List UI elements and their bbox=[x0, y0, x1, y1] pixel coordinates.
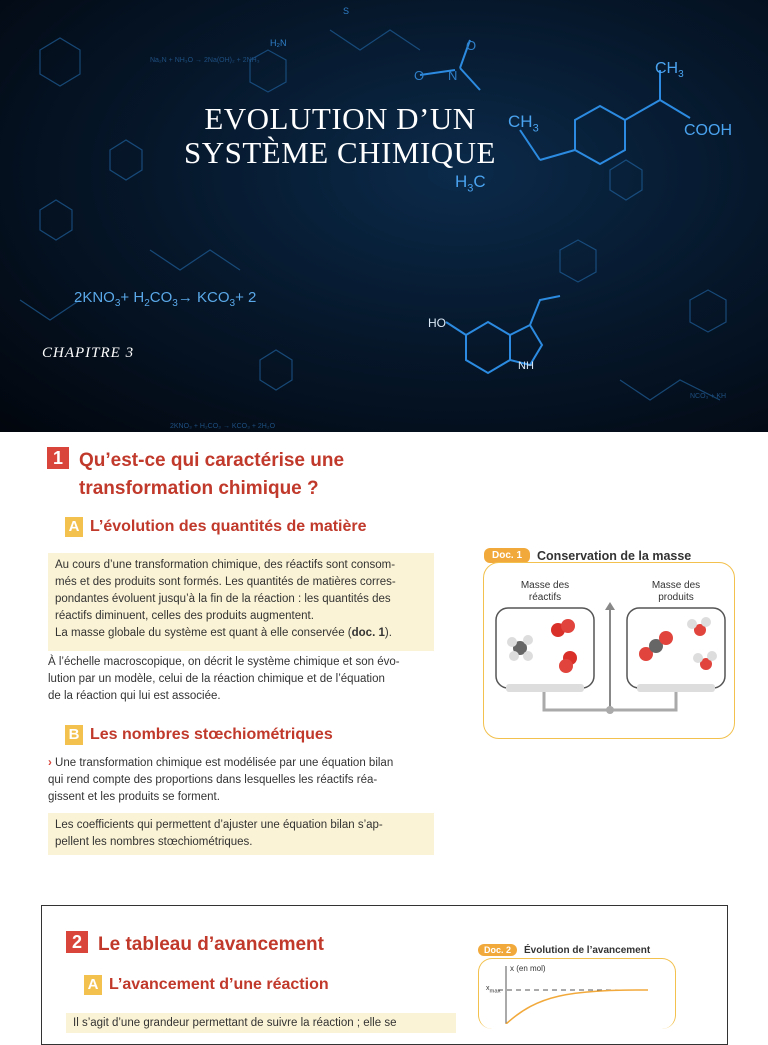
subsection-2a-title: L’avancement d’une réaction bbox=[109, 976, 329, 993]
svg-text:NCO₃ + KH: NCO₃ + KH bbox=[690, 393, 727, 400]
eq-sub: 3 bbox=[172, 298, 178, 309]
svg-text:Na₂N + NH₃O → 2Na(OH)₂ + 2NH₃: Na₂N + NH₃O → 2Na(OH)₂ + 2NH₃ bbox=[150, 57, 260, 64]
right-pan-base bbox=[637, 684, 715, 692]
left-pan-base bbox=[506, 684, 584, 692]
left-label-line: Masse des bbox=[520, 580, 570, 591]
svg-text:H₂N: H₂N bbox=[270, 38, 287, 48]
graph-y-label: x (en mol) bbox=[510, 964, 546, 973]
left-label-line: réactifs bbox=[528, 592, 562, 603]
bullet-arrow-icon: › bbox=[48, 757, 52, 769]
section-1-heading bbox=[47, 447, 344, 503]
svg-text:O: O bbox=[414, 68, 425, 83]
subsection-2a-letter: A bbox=[84, 975, 102, 995]
xmax-text: x bbox=[486, 985, 490, 992]
section-2-number: 2 bbox=[66, 931, 88, 953]
chapter-banner bbox=[0, 0, 768, 432]
xmax-sub: max bbox=[489, 988, 501, 995]
doc1-reference: doc. 1 bbox=[351, 627, 385, 639]
subsection-1b-letter: B bbox=[65, 725, 83, 745]
eq-part: CO bbox=[149, 289, 173, 306]
box-line: pellent les nombres stœchiométriques. bbox=[55, 836, 253, 848]
svg-text:S: S bbox=[343, 6, 350, 16]
para-line: de la réaction qui lui est associée. bbox=[48, 690, 221, 702]
doc1-tag: Doc. 1 bbox=[484, 548, 530, 563]
graph-xmax-label bbox=[486, 985, 501, 994]
scale-axis-arrow-icon bbox=[605, 602, 615, 610]
paragraph-equation-bilan bbox=[48, 755, 440, 806]
section-1-title-line-1: Qu’est-ce qui caractérise une bbox=[79, 450, 345, 471]
eq-sub: 3 bbox=[114, 298, 121, 309]
ch-top-label: $CH_3$ bbox=[655, 60, 684, 81]
chapter-title bbox=[140, 102, 540, 170]
definition-box-avancement bbox=[66, 1013, 456, 1033]
cooh-label: COOH bbox=[684, 122, 732, 139]
chapter-title-line-2: SYSTÈME CHIMIQUE bbox=[184, 135, 496, 170]
section-2-heading bbox=[66, 931, 324, 959]
chapter-number: CHAPITRE 3 bbox=[42, 345, 135, 361]
doc1-header bbox=[484, 548, 691, 563]
ch3-text: CH bbox=[508, 112, 533, 131]
doc1-title: Conservation de la masse bbox=[537, 548, 692, 563]
definition-box-stoichiometric bbox=[48, 813, 434, 855]
subsection-2a-heading bbox=[84, 975, 329, 995]
paragraph-macroscopic bbox=[48, 654, 438, 705]
molecule-background-graphic bbox=[0, 0, 768, 432]
svg-text:N: N bbox=[448, 68, 458, 83]
chapter-title-line-1: EVOLUTION D’UN bbox=[204, 101, 476, 136]
eq-part: + H bbox=[120, 289, 145, 306]
reaction-equation bbox=[74, 289, 256, 309]
eq-part: → KCO bbox=[177, 289, 230, 306]
eq-sub: 3 bbox=[229, 298, 236, 309]
ch-top-text: CH bbox=[655, 60, 679, 77]
para-line: À l’échelle macroscopique, on décrit le système chimique et son évo- bbox=[48, 656, 400, 668]
section-2-title: Le tableau d’avancement bbox=[98, 934, 324, 955]
para-text: Une transformation chimique est modélisée par une équation bilan bbox=[55, 757, 394, 769]
doc2-header bbox=[478, 944, 650, 956]
para-line: qui rend compte des proportions dans lesquelles les réactifs réa- bbox=[48, 774, 378, 786]
h3c-text: H bbox=[455, 172, 468, 191]
box-line: més et des produits sont formés. Les quantités de matières corres- bbox=[55, 576, 396, 588]
box-line: pondantes évoluent jusqu’à la fin de la réaction : les quantités des bbox=[55, 593, 391, 605]
subsection-1a-heading bbox=[65, 517, 367, 537]
para-line: gissent et les produits se forment. bbox=[48, 791, 220, 803]
eq-part: 2KNO bbox=[74, 289, 115, 306]
box-line: Il s’agit d’une grandeur permettant de suivre la réaction ; elle se bbox=[73, 1017, 397, 1029]
para-line bbox=[48, 755, 440, 772]
section-1-title-line-2: transformation chimique ? bbox=[79, 478, 319, 499]
balance-scale-illustration bbox=[484, 600, 736, 725]
box-line: Les coefficients qui permettent d’ajuster une équation bilan s’ap- bbox=[55, 819, 383, 831]
doc2-tag: Doc. 2 bbox=[478, 944, 517, 956]
ch3-label: $CH_3$ bbox=[508, 112, 539, 135]
avancement-graph bbox=[478, 960, 674, 1024]
mass-text: La masse globale du système est quant à elle conservée ( bbox=[55, 627, 352, 639]
svg-text:2KNO₃ + H₂CO₃ → KCO₃ + 2H₂O: 2KNO₃ + H₂CO₃ → KCO₃ + 2H₂O bbox=[170, 423, 276, 430]
svg-text:O: O bbox=[466, 38, 477, 53]
eq-sub: 2 bbox=[144, 298, 150, 309]
subsection-1a-title: L’évolution des quantités de matière bbox=[90, 518, 367, 535]
avancement-curve bbox=[506, 990, 648, 1024]
subsection-1b-heading bbox=[65, 725, 333, 745]
right-label-line: Masse des bbox=[651, 580, 701, 591]
doc2-title: Évolution de l’avancement bbox=[524, 944, 651, 956]
definition-box-quantities bbox=[48, 553, 434, 651]
box-line: réactifs diminuent, celles des produits augmentent. bbox=[55, 610, 314, 622]
para-line: lution par un modèle, celui de la réaction chimique et de l’équation bbox=[48, 673, 385, 685]
left-pan bbox=[496, 608, 594, 688]
h3c-label: $H_3C$ bbox=[455, 172, 486, 195]
subsection-1a-letter: A bbox=[65, 517, 83, 537]
box-line-mass bbox=[55, 625, 427, 642]
nh-label: NH bbox=[518, 360, 534, 372]
right-label-line: produits bbox=[658, 592, 694, 603]
scale-pivot bbox=[606, 706, 614, 714]
subsection-1b-title: Les nombres stœchiométriques bbox=[90, 726, 333, 743]
mass-suffix: ). bbox=[384, 627, 392, 639]
section-1-number: 1 bbox=[47, 447, 69, 469]
box-line: Au cours d’une transformation chimique, des réactifs sont consom- bbox=[55, 559, 396, 571]
eq-part: + 2 bbox=[235, 289, 257, 306]
section-1-title bbox=[79, 447, 344, 503]
ho-label: HO bbox=[428, 316, 446, 330]
